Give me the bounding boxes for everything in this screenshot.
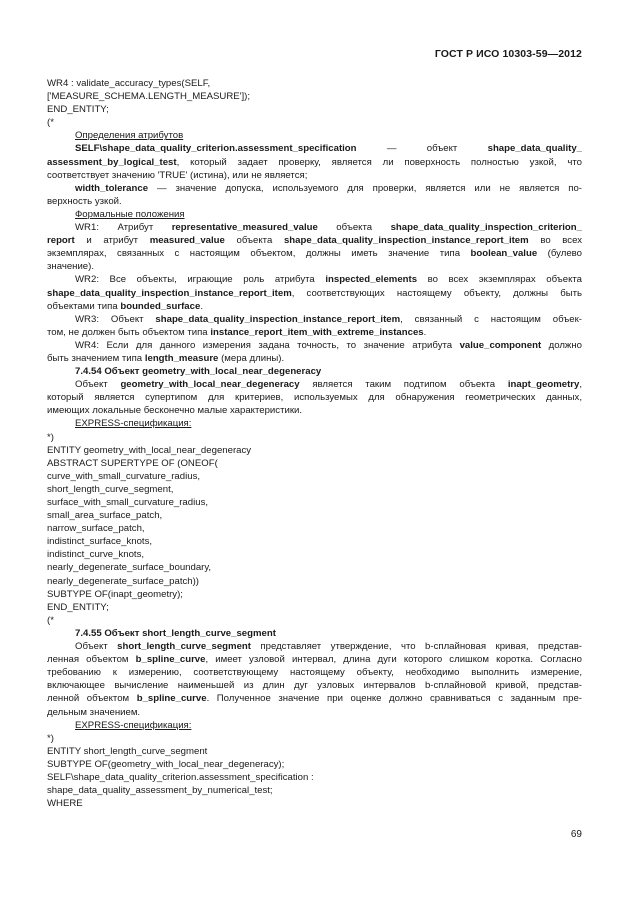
text-segment: narrow_surface_patch, — [47, 523, 145, 535]
text-segment: значение). — [47, 261, 95, 273]
bold-text: shape_data_quality_inspection_instance_report_item — [155, 313, 401, 325]
text-segment: во всех — [528, 235, 582, 247]
text-line — [47, 706, 582, 719]
bold-text: measured_value — [149, 235, 225, 247]
text-line — [47, 444, 582, 457]
text-segment: WR2: Все объекты, играющие роль атрибута — [75, 274, 326, 286]
text-segment: WR4 : validate_accuracy_types(SELF, — [47, 78, 211, 89]
text-segment: ENTITY short_length_curve_segment — [47, 745, 208, 757]
text-line — [47, 509, 582, 522]
page-number: 69 — [570, 829, 582, 840]
text-segment: , имеет узловой интервал, длина дуги которого слишком коротка. Согласно — [205, 654, 582, 666]
text-segment: том, не должен быть объектом типа — [47, 326, 211, 338]
bold-text: inspected_elements — [325, 274, 418, 286]
text-segment: END_ENTITY; — [47, 601, 109, 613]
bold-text: representative_measured_value — [171, 222, 318, 234]
text-line — [47, 378, 582, 391]
section-label: EXPRESS-спецификация: — [75, 719, 192, 731]
text-segment: должно — [541, 339, 582, 351]
text-line — [47, 640, 582, 653]
text-segment: который является супертипом для критериев, используемых для обнаружения геометрических данных, — [47, 392, 582, 404]
text-line — [47, 287, 582, 300]
text-segment: WR3: Объект — [75, 313, 156, 325]
text-segment: . — [423, 326, 427, 338]
text-segment: объекта — [317, 222, 391, 234]
text-segment: быть значением типа — [47, 352, 145, 364]
text-segment: SUBTYPE OF(inapt_geometry); — [47, 588, 183, 600]
text-segment: WHERE — [47, 798, 83, 810]
text-segment: *) — [47, 431, 54, 443]
text-segment: ENTITY geometry_with_local_near_degeneracy — [47, 444, 252, 456]
bold-text: width_tolerance — [75, 182, 149, 194]
bold-text: b_spline_curve — [135, 654, 206, 666]
text-segment: ленная объектом — [47, 654, 136, 666]
text-line — [47, 247, 582, 260]
text-segment: (* — [47, 614, 54, 626]
text-segment: curve_with_small_curvature_radius, — [47, 470, 201, 482]
text-segment: — значение допуска, используемого для проверки, является или не является по- — [148, 182, 582, 194]
text-line — [47, 234, 582, 247]
text-line — [47, 732, 582, 745]
bold-text: short_length_curve_segment — [117, 641, 251, 653]
text-line — [47, 326, 582, 339]
text-line — [47, 195, 582, 208]
text-line — [47, 169, 582, 182]
text-line — [47, 627, 582, 640]
text-line — [47, 77, 582, 90]
text-segment: short_length_curve_segment, — [47, 483, 174, 495]
bold-text: report — [47, 235, 75, 247]
text-line — [47, 142, 582, 155]
text-line — [47, 404, 582, 417]
text-segment: small_area_surface_patch, — [47, 510, 163, 522]
text-line — [47, 771, 582, 784]
text-line — [47, 182, 582, 195]
text-segment: Объект — [75, 641, 118, 653]
text-segment: и атрибут — [74, 235, 150, 247]
text-line — [47, 784, 582, 797]
text-segment: (булево — [537, 248, 582, 260]
document-body — [47, 77, 582, 810]
text-segment: , соответствующих настоящему объекту, должны быть — [291, 287, 582, 299]
text-line — [47, 391, 582, 404]
text-segment: (* — [47, 117, 54, 129]
bold-text: assessment_by_logical_test — [47, 156, 177, 168]
text-segment: *) — [47, 732, 54, 744]
text-line — [47, 221, 582, 234]
bold-text: 7.4.55 Объект short_length_curve_segment — [75, 627, 276, 639]
text-segment: во всех экземплярах объекта — [417, 274, 583, 286]
text-segment: indistinct_curve_knots, — [47, 549, 145, 561]
text-line — [47, 260, 582, 273]
text-segment: Объект — [75, 379, 121, 391]
text-line — [47, 273, 582, 286]
text-segment: дельным значением. — [47, 706, 141, 718]
text-segment: surface_with_small_curvature_radius, — [47, 497, 209, 508]
text-segment: соответствует значению 'TRUE' (истина), или не является; — [47, 169, 308, 181]
bold-text: 7.4.54 Объект geometry_with_local_near_degeneracy — [75, 366, 322, 378]
bold-text: shape_data_quality_inspection_instance_report_item — [47, 287, 292, 299]
text-segment: . Полученное значение при оценке должно сравниваться с заданным пре- — [206, 693, 582, 705]
bold-text: instance_report_item_with_extreme_instances — [210, 326, 424, 338]
text-segment: , который задает проверку, является ли поверхность полностью узкой, что — [176, 156, 582, 168]
text-segment: indistinct_surface_knots, — [47, 536, 153, 548]
text-line — [47, 666, 582, 679]
text-line — [47, 692, 582, 705]
text-line — [47, 797, 582, 810]
text-segment: , связанный с настоящим объек- — [400, 313, 582, 325]
document-header: ГОСТ Р ИСО 10303-59—2012 — [434, 48, 582, 60]
section-label: EXPRESS-спецификация: — [75, 418, 192, 430]
bold-text: bounded_surface — [120, 300, 201, 312]
text-line — [47, 719, 582, 732]
text-segment: END_ENTITY; — [47, 104, 109, 116]
text-line — [47, 496, 582, 509]
text-line — [47, 758, 582, 771]
text-segment: WR1: Атрибут — [75, 222, 172, 234]
text-segment: WR4: Если для данного измерения задана точность, то значение атрибута — [75, 339, 460, 351]
bold-text: geometry_with_local_near_degeneracy — [120, 379, 300, 391]
bold-text: boolean_value — [470, 248, 538, 260]
text-segment: SELF\shape_data_quality_criterion.assessment_specification : — [47, 771, 314, 783]
text-line — [47, 300, 582, 313]
text-line — [47, 483, 582, 496]
text-line — [47, 365, 582, 378]
text-line — [47, 653, 582, 666]
text-line — [47, 417, 582, 430]
bold-text: SELF\shape_data_quality_criterion.assessment_specification — [75, 143, 357, 155]
text-line — [47, 313, 582, 326]
text-line — [47, 601, 582, 614]
text-segment: . — [200, 300, 203, 312]
section-label: Определения атрибутов — [75, 130, 184, 142]
text-segment: имеющих локальные бесконечно малые характеристики. — [47, 405, 303, 417]
bold-text: shape_data_quality_ — [487, 143, 582, 155]
text-segment: shape_data_quality_assessment_by_numerical_test; — [47, 785, 273, 797]
bold-text: shape_data_quality_inspection_criterion_ — [390, 222, 582, 234]
text-segment: — объект — [356, 143, 488, 155]
bold-text: length_measure — [144, 352, 219, 364]
text-segment: верхность узкой. — [47, 195, 122, 207]
bold-text: shape_data_quality_inspection_instance_report_item — [283, 235, 529, 247]
text-segment: , — [579, 379, 583, 391]
text-segment: (мера длины). — [218, 352, 285, 364]
text-line — [47, 548, 582, 561]
text-line — [47, 470, 582, 483]
text-line — [47, 431, 582, 444]
text-segment: экземплярах, связанных с настоящим объектом, должны иметь значение типа — [47, 248, 471, 260]
text-line — [47, 614, 582, 627]
text-segment: ABSTRACT SUPERTYPE OF (ONEOF( — [47, 457, 218, 469]
text-segment: включающее вычисление наименьшей из длин дуг узловых интервалов b-сплайновой кривой, представ- — [47, 680, 582, 692]
text-line — [47, 116, 582, 129]
bold-text: value_component — [459, 339, 542, 351]
section-label: Формальные положения — [75, 208, 185, 220]
text-line — [47, 535, 582, 548]
text-line — [47, 352, 582, 365]
text-line — [47, 575, 582, 588]
bold-text: inapt_geometry — [507, 379, 580, 391]
text-line — [47, 129, 582, 142]
text-segment: ленной объектом — [47, 693, 137, 705]
text-line — [47, 679, 582, 692]
text-line — [47, 522, 582, 535]
text-line — [47, 208, 582, 221]
text-line — [47, 103, 582, 116]
text-line — [47, 588, 582, 601]
text-line — [47, 561, 582, 574]
text-segment: nearly_degenerate_surface_boundary, — [47, 562, 212, 574]
text-segment: SUBTYPE OF(geometry_with_local_near_degeneracy); — [47, 758, 285, 770]
text-segment: требованию к измерению, соответствующему настоящему объекту, необходимо выполнить измерение, — [47, 667, 582, 679]
text-segment: объекта — [224, 235, 284, 247]
text-segment: представляет утверждение, что b-сплайновая кривая, представ- — [250, 641, 582, 653]
text-line — [47, 90, 582, 103]
text-line — [47, 745, 582, 758]
bold-text: b_spline_curve — [136, 693, 207, 705]
text-line — [47, 156, 582, 169]
text-line — [47, 457, 582, 470]
text-segment: nearly_degenerate_surface_patch)) — [47, 575, 200, 587]
text-segment: ['MEASURE_SCHEMA.LENGTH_MEASURE']); — [47, 91, 251, 103]
text-segment: объектами типа — [47, 300, 121, 312]
text-line — [47, 339, 582, 352]
text-segment: является таким подтипом объекта — [299, 379, 508, 391]
